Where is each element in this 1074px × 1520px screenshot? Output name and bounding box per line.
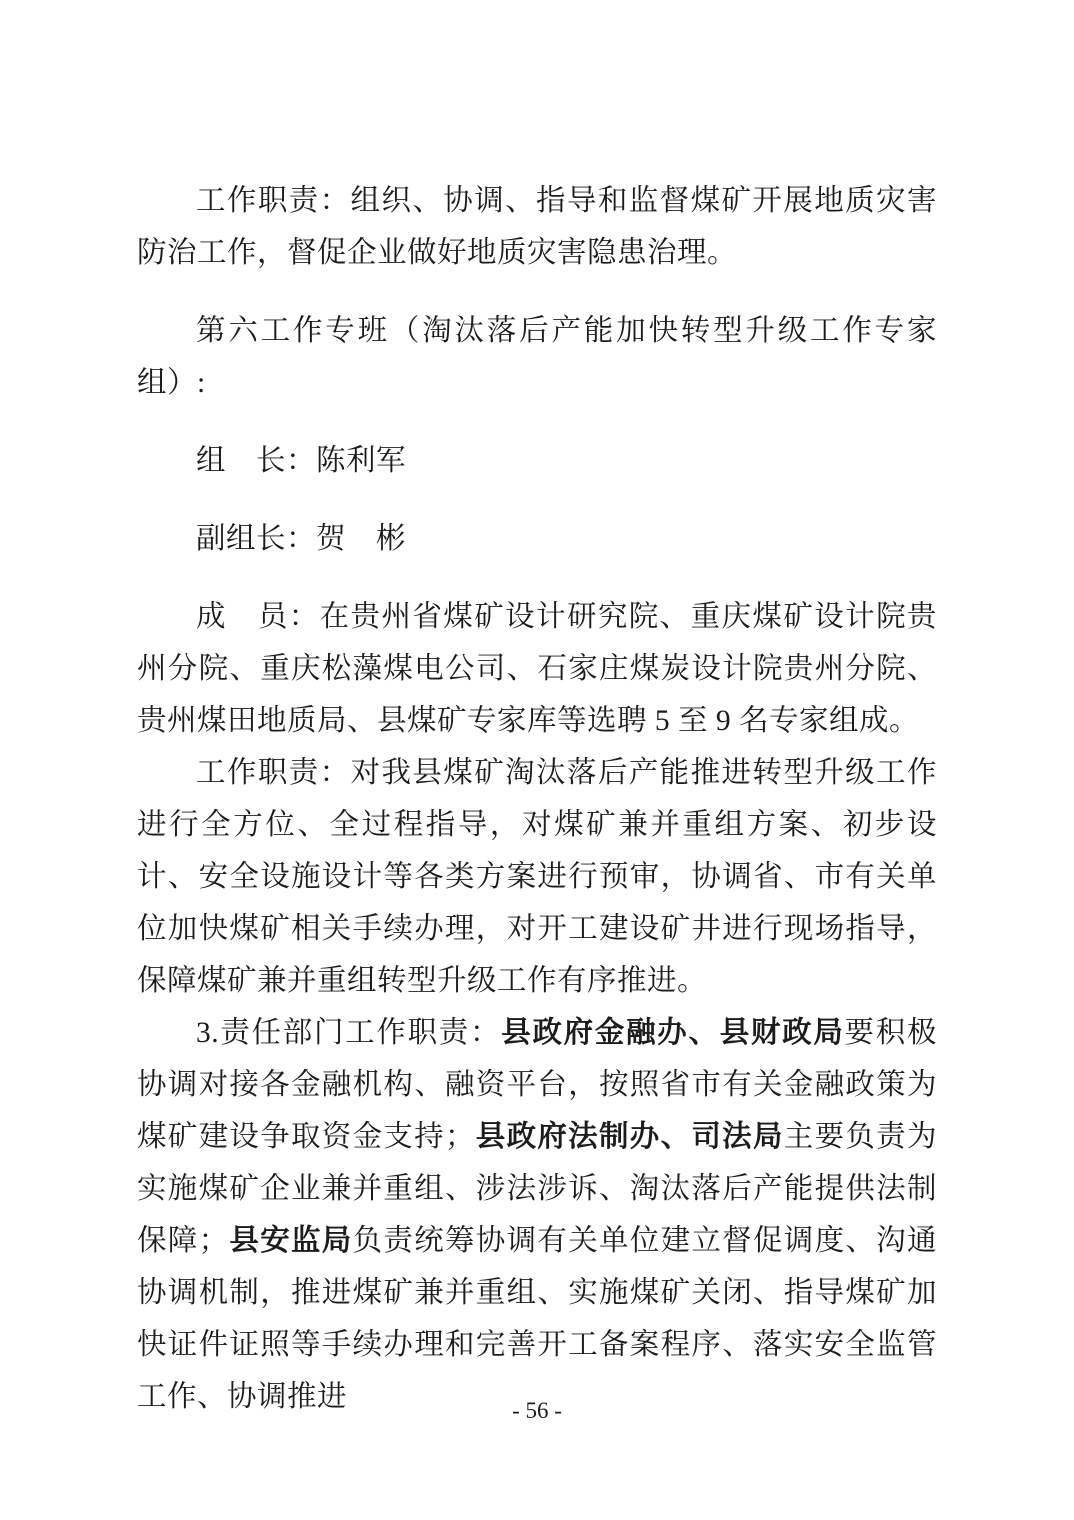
document-body	[137, 175, 937, 1423]
bold-text-run: 县政府法制办、司法局	[474, 1121, 784, 1153]
paragraph-duty-geological-disaster	[137, 175, 937, 279]
text-run: 第六工作专班（淘汰落后产能加快转型升级工作专家组）:	[137, 315, 937, 399]
text-run: 3.责任部门工作职责：	[196, 1017, 502, 1049]
text-run: 工作职责：组织、协调、指导和监督煤矿开展地质灾害防治工作，督促企业做好地质灾害隐患治理。	[137, 185, 937, 269]
paragraph-team-members	[137, 591, 937, 747]
paragraph-team-leader	[137, 435, 937, 487]
page-number: - 56 -	[512, 1398, 562, 1423]
text-run: 工作职责：对我县煤矿淘汰落后产能推进转型升级工作进行全方位、全过程指导，对煤矿兼并重组方案、初步设计、安全设施设计等各类方案进行预审，协调省、市有关单位加快煤矿相关手续办理，对开工建设矿井进行现场指导，保障煤矿兼并重组转型升级工作有序推进。	[137, 757, 937, 997]
text-run: 要积极协调对接各金融机构、融资平台，按照省市有关金融政策为煤矿建设争取资金支持；	[137, 1017, 937, 1153]
text-run: 主要负责为实施煤矿企业兼并重组、涉法涉诉、淘汰落后产能提供法制保障；	[137, 1121, 937, 1257]
paragraph-deputy-leader	[137, 513, 937, 565]
text-run: 副组长：贺 彬	[196, 523, 407, 555]
bold-text-run: 县安监局	[228, 1225, 353, 1257]
bold-text-run: 县政府金融办、县财政局	[501, 1017, 845, 1049]
paragraph-team-six-heading	[137, 305, 937, 409]
paragraph-duty-transformation-upgrade	[137, 747, 937, 1007]
text-run: 组 长：陈利军	[196, 445, 407, 477]
paragraph-responsible-departments-duty	[137, 1007, 937, 1423]
text-run: 负责统筹协调有关单位建立督促调度、沟通协调机制，推进煤矿兼并重组、实施煤矿关闭、指导煤矿加快证件证照等手续办理和完善开工备案程序、落实安全监管工作、协调推进	[137, 1225, 937, 1413]
text-run: 成 员：在贵州省煤矿设计研究院、重庆煤矿设计院贵州分院、重庆松藻煤电公司、石家庄煤炭设计院贵州分院、贵州煤田地质局、县煤矿专家库等选聘 5 至 9 名专家组成。	[137, 601, 937, 737]
